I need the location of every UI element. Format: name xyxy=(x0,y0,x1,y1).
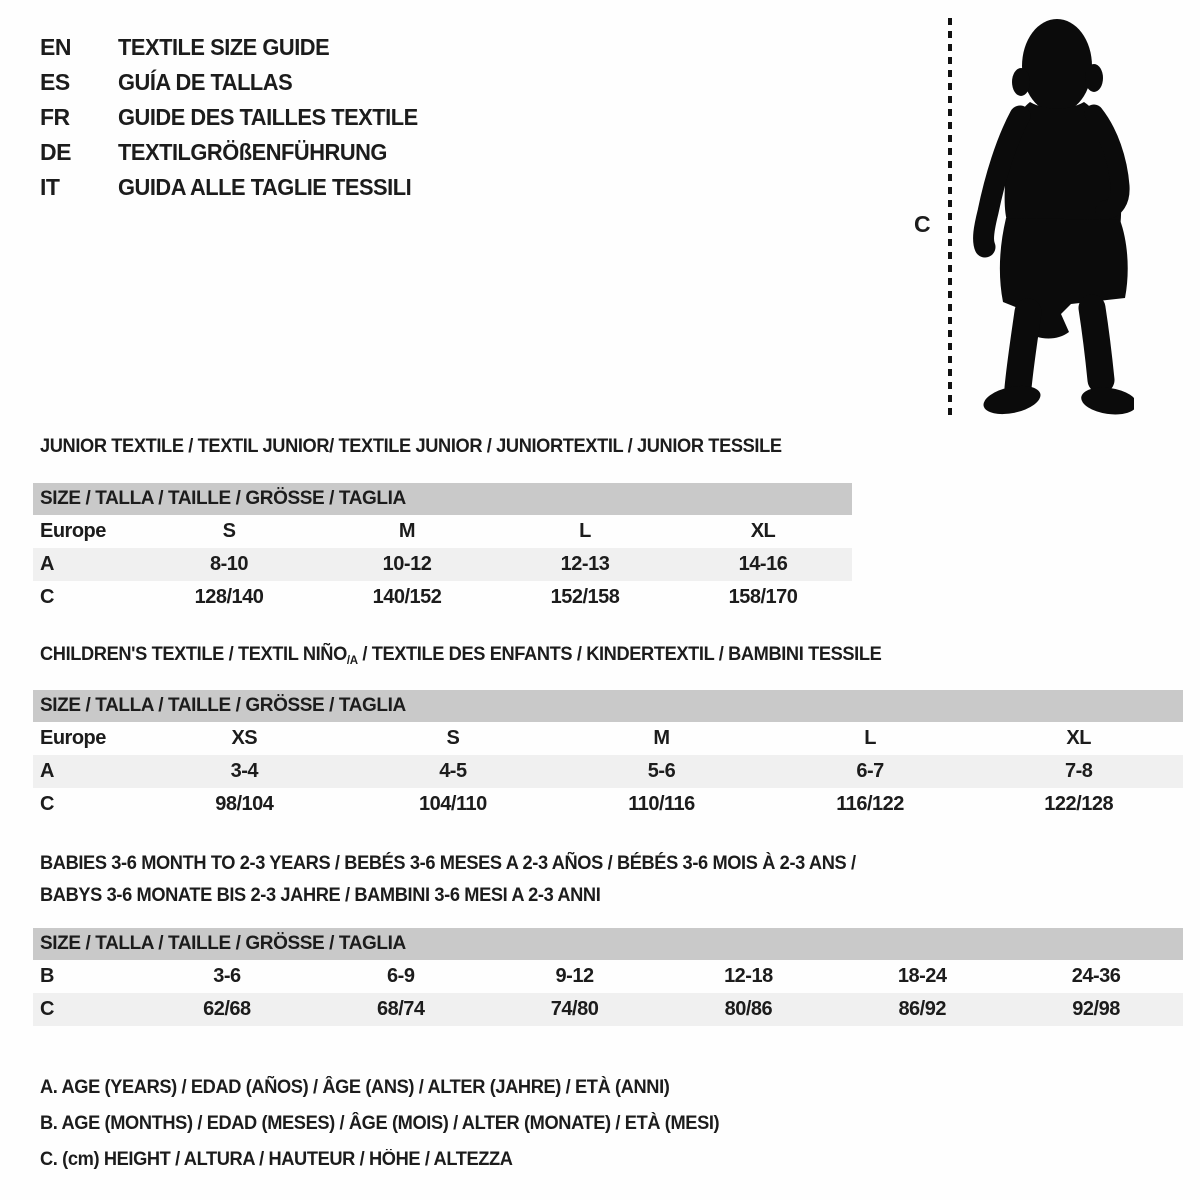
row-label-cell: A xyxy=(33,548,140,581)
height-measure-label: C xyxy=(914,211,931,237)
value-cell: 7-8 xyxy=(974,755,1183,788)
language-row-fr xyxy=(40,100,434,135)
size-header: SIZE / TALLA / TAILLE / GRÖSSE / TAGLIA xyxy=(33,928,1183,960)
value-cell: L xyxy=(579,520,591,542)
language-title: TEXTILE SIZE GUIDE xyxy=(118,34,330,60)
value-cell: 12-13 xyxy=(496,548,674,581)
value-cell: XL xyxy=(750,520,776,542)
value-cell: 14-16 xyxy=(674,548,852,581)
legend-line-c: C. (cm) HEIGHT / ALTURA / HAUTEUR / HÖHE / ALTEZZA xyxy=(40,1149,513,1170)
language-title: TEXTILGRÖßENFÜHRUNG xyxy=(118,139,387,165)
value-cell: 140/152 xyxy=(372,586,442,608)
value-cell: S xyxy=(222,520,236,542)
value-cell: 158/170 xyxy=(728,586,798,608)
measure-legend xyxy=(40,1070,748,1178)
row-label-cell: C xyxy=(40,586,54,608)
language-code: DE xyxy=(40,139,71,165)
value-cell: M xyxy=(398,520,416,542)
value-cell: 24-36 xyxy=(1071,965,1121,987)
value-cell: 80/86 xyxy=(661,993,835,1026)
value-cell: 68/74 xyxy=(314,993,488,1026)
height-measure-dashed-line xyxy=(948,18,952,415)
value-cell: 12-18 xyxy=(724,965,773,987)
value-cell: 4-5 xyxy=(349,755,558,788)
table-row-height xyxy=(33,581,852,614)
size-header-row xyxy=(33,928,1183,960)
language-code: EN xyxy=(40,34,71,60)
babies-title-line2: BABYS 3-6 MONATE BIS 2-3 JAHRE / BAMBINI 3-6 MESI A 2-3 ANNI xyxy=(40,885,601,906)
row-label-cell: B xyxy=(40,965,54,987)
language-row-de xyxy=(40,135,434,170)
value-cell: 6-7 xyxy=(766,755,975,788)
value-cell: S xyxy=(446,727,460,749)
value-cell: 92/98 xyxy=(1009,993,1183,1026)
language-code: IT xyxy=(40,174,60,200)
value-cell: 122/128 xyxy=(1044,793,1114,815)
legend-line-a: A. AGE (YEARS) / EDAD (AÑOS) / ÂGE (ANS) / ALTER (JAHRE) / ETÀ (ANNI) xyxy=(40,1077,670,1098)
babies-size-table xyxy=(33,928,1183,1026)
language-row-it xyxy=(40,170,434,205)
row-label-cell: C xyxy=(33,993,140,1026)
language-title: GUIDE DES TAILLES TEXTILE xyxy=(118,104,418,130)
value-cell: 74/80 xyxy=(488,993,662,1026)
children-title-text: CHILDREN'S TEXTILE / TEXTIL NIÑO xyxy=(40,644,347,665)
value-cell: 8-10 xyxy=(140,548,318,581)
babies-title-line1: BABIES 3-6 MONTH TO 2-3 YEARS / BEBÉS 3-6 MESES A 2-3 AÑOS / BÉBÉS 3-6 MOIS À 2-3 ANS / xyxy=(40,853,856,874)
value-cell: 6-9 xyxy=(387,965,415,987)
value-cell: 86/92 xyxy=(835,993,1009,1026)
value-cell: 18-24 xyxy=(897,965,947,987)
table-row-europe xyxy=(33,515,852,548)
language-row-es xyxy=(40,65,434,100)
legend-line-b: B. AGE (MONTHS) / EDAD (MESES) / ÂGE (MOIS) / ALTER (MONATE) / ETÀ (MESI) xyxy=(40,1113,720,1134)
language-code: FR xyxy=(40,104,70,130)
value-cell: 5-6 xyxy=(557,755,766,788)
children-title-text: / TEXTILE DES ENFANTS / KINDERTEXTIL / BAMBINI TESSILE xyxy=(357,644,882,665)
table-row-months xyxy=(33,960,1183,993)
row-label-cell: Europe xyxy=(40,727,106,749)
value-cell: 128/140 xyxy=(194,586,264,608)
junior-size-table xyxy=(33,483,852,614)
value-cell: 10-12 xyxy=(318,548,496,581)
children-title-subscript: /A xyxy=(346,653,358,667)
value-cell: 3-4 xyxy=(140,755,349,788)
value-cell: L xyxy=(864,727,876,749)
value-cell: 152/158 xyxy=(550,586,620,608)
table-row-age xyxy=(33,548,852,581)
language-title: GUÍA DE TALLAS xyxy=(118,69,293,95)
toddler-silhouette-icon xyxy=(968,14,1134,422)
language-title: GUIDA ALLE TAGLIE TESSILI xyxy=(118,174,412,200)
junior-section-title: JUNIOR TEXTILE / TEXTIL JUNIOR/ TEXTILE JUNIOR / JUNIORTEXTIL / JUNIOR TESSILE xyxy=(40,436,782,457)
table-row-height xyxy=(33,993,1183,1026)
row-label-cell: A xyxy=(33,755,140,788)
value-cell: 116/122 xyxy=(836,793,904,815)
table-row-europe xyxy=(33,722,1183,755)
size-header: SIZE / TALLA / TAILLE / GRÖSSE / TAGLIA xyxy=(33,483,852,515)
value-cell: 98/104 xyxy=(215,793,274,815)
value-cell: 110/116 xyxy=(628,793,695,815)
value-cell: 3-6 xyxy=(213,965,241,987)
row-label-cell: Europe xyxy=(40,520,106,542)
value-cell: 9-12 xyxy=(555,965,594,987)
size-header-row xyxy=(33,690,1183,722)
value-cell: M xyxy=(653,727,670,749)
language-row-en xyxy=(40,30,434,65)
language-title-list xyxy=(40,30,434,205)
babies-section-title xyxy=(40,848,856,912)
row-label-cell: C xyxy=(40,793,54,815)
value-cell: 62/68 xyxy=(140,993,314,1026)
value-cell: 104/110 xyxy=(419,793,487,815)
value-cell: XS xyxy=(231,727,258,749)
language-code: ES xyxy=(40,69,70,95)
table-row-age xyxy=(33,755,1183,788)
value-cell: XL xyxy=(1066,727,1091,749)
size-header: SIZE / TALLA / TAILLE / GRÖSSE / TAGLIA xyxy=(33,690,1183,722)
table-row-height xyxy=(33,788,1183,821)
children-section-title xyxy=(40,644,881,667)
children-size-table xyxy=(33,690,1183,821)
size-header-row xyxy=(33,483,852,515)
